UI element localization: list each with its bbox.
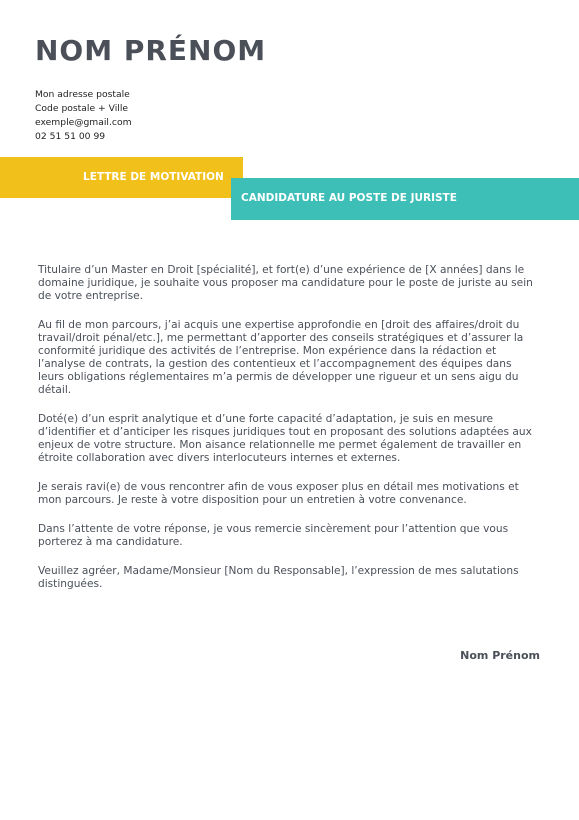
email-address: exemple@gmail.com [35, 117, 132, 128]
position-label: CANDIDATURE AU POSTE DE JURISTE [241, 192, 457, 204]
paragraph-experience: Au fil de mon parcours, j’ai acquis une expertise approfondie en [droit des affaires/droit du travail/droit pénal/etc.], me permettant d’apporter des conseils stratégiques et d’assurer la conformité juridique des activités de l’entreprise. Mon expérience dans la rédaction et l’analyse de contrats, la gestion des contentieux et l’accompagnement des équipes dans leurs obligations réglementaires m’a permis de développer une rigueur et un sens aigu du détail. [38, 319, 524, 396]
postal-address: Mon adresse postale [35, 89, 130, 100]
paragraph-meeting: Je serais ravi(e) de vous rencontrer afin de vous exposer plus en détail mes motivations et mon parcours. Je reste à votre disposition pour un entretien à votre convenance. [38, 481, 519, 506]
paragraph-thanks: Dans l’attente de votre réponse, je vous remercie sincèrement pour l’attention que vous porterez à ma candidature. [38, 523, 509, 548]
paragraph-intro: Titulaire d’un Master en Droit [spécialité], et fort(e) d’une expérience de [X années] dans le domaine juridique, je souhaite vous proposer ma candidature pour le poste de juriste au sein de votre entreprise. [38, 264, 533, 302]
postal-code-city: Code postale + Ville [35, 103, 129, 114]
letter-type-label: LETTRE DE MOTIVATION [83, 171, 224, 183]
letter-body [38, 264, 538, 607]
paragraph-skills: Doté(e) d’un esprit analytique et d’une forte capacité d’adaptation, je suis en mesure d’identifier et d’anticiper les risques juridiques tout en proposant des solutions adaptées aux enjeux de votre structure. Mon aisance relationnelle me permet également de travailler en étroite collaboration avec divers interlocuteurs internes et externes. [38, 413, 532, 464]
contact-block [35, 88, 132, 144]
paragraph-closing: Veuillez agréer, Madame/Monsieur [Nom du Responsable], l’expression de mes salutations distinguées. [38, 565, 519, 590]
phone-number: 02 51 51 00 99 [35, 131, 106, 142]
applicant-name-title: NOM PRÉNOM [35, 34, 267, 67]
signature: Nom Prénom [460, 649, 540, 662]
